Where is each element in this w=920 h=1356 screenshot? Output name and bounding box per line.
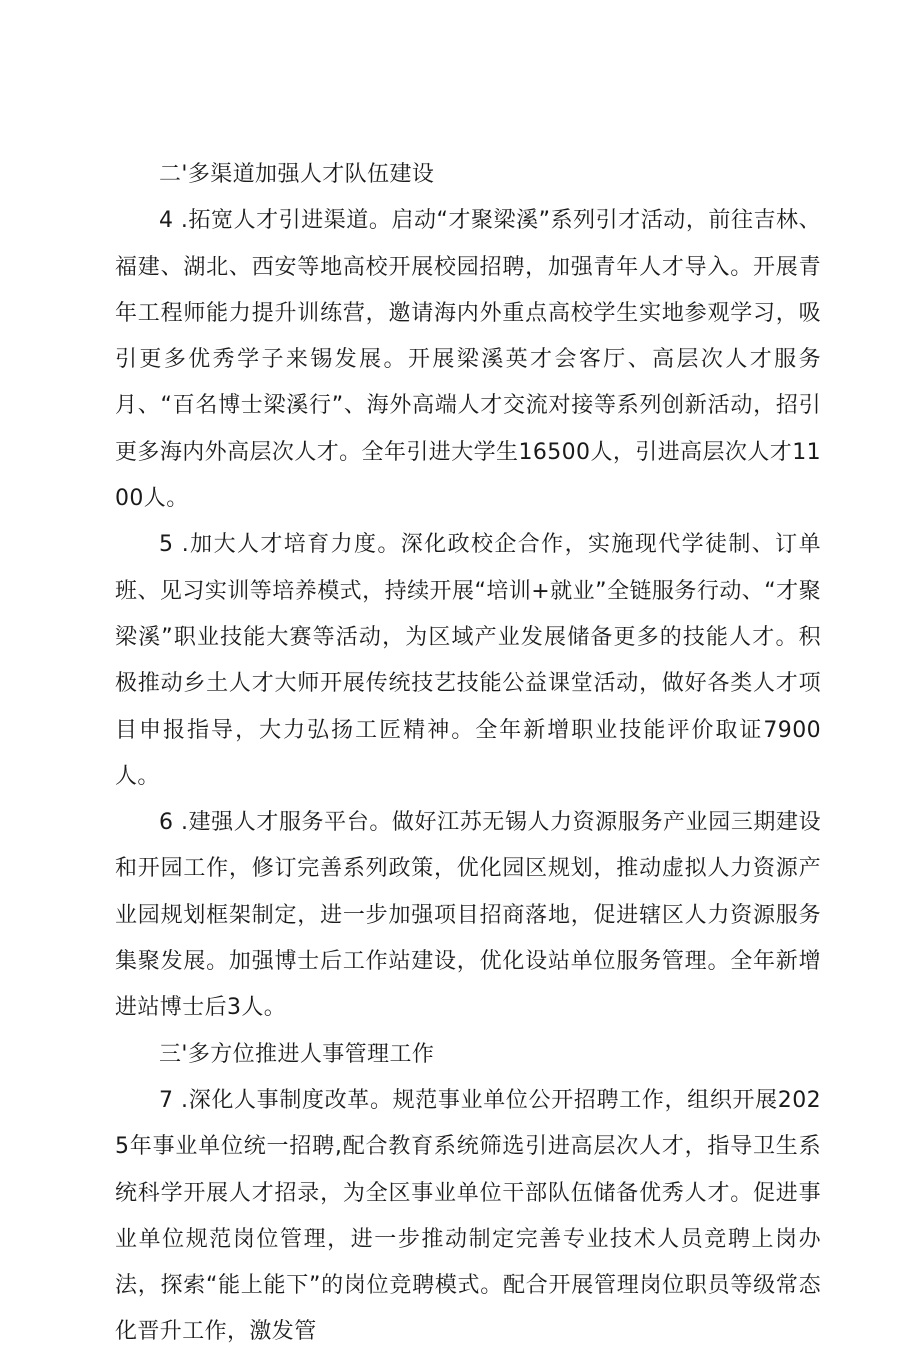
section-heading-2: 二'多渠道加强人才队伍建设 <box>159 162 435 187</box>
section-heading-3: 三'多方位推进人事管理工作 <box>159 1041 435 1067</box>
paragraph-7: 7 .深化人事制度改革。规范事业单位公开招聘工作，组织开展2025年事业单位统一招聘,配合教育系统筛选引进高层次人才，指导卫生系统科学开展人才招录，为全区事业单位干部队伍储备优秀人才。促进事业单位规范岗位管理，进一步推动制定完善专业技术人员竞聘上岗办法，探索“能上能下”的岗位竞聘模式。配合开展管理岗位职员等级常态化晋升工作，激发管 <box>115 1087 821 1345</box>
paragraph-5: 5 .加大人才培育力度。深化政校企合作，实施现代学徒制、订单班、见习实训等培养模式，持续开展“培训+就业”全链服务行动、“才聚梁溪”职业技能大赛等活动，为区域产业发展储备更多的技能人才。积极推动乡土人才大师开展传统技艺技能公益课堂活动，做好各类人才项目申报指导，大力弘扬工匠精神。全年新增职业技能评价取证7900人。 <box>115 532 821 789</box>
paragraph-6: 6 .建强人才服务平台。做好江苏无锡人力资源服务产业园三期建设和开园工作，修订完善系列政策，优化园区规划，推动虚拟人力资源产业园规划框架制定，进一步加强项目招商落地，促进辖区人力资源服务集聚发展。加强博士后工作站建设，优化设站单位服务管理。全年新增进站博士后3人。 <box>115 810 821 1021</box>
document-body <box>115 152 821 1356</box>
paragraph-4: 4 .拓宽人才引进渠道。启动“才聚梁溪”系列引才活动，前往吉林、福建、湖北、西安等地高校开展校园招聘，加强青年人才导入。开展青年工程师能力提升训练营，邀请海内外重点高校学生实地参观学习，吸引更多优秀学子来锡发展。开展梁溪英才会客厅、高层次人才服务月、“百名博士梁溪行”、海外高端人才交流对接等系列创新活动，招引更多海内外高层次人才。全年引进大学生16500人，引进高层次人才1100人。 <box>115 208 821 512</box>
